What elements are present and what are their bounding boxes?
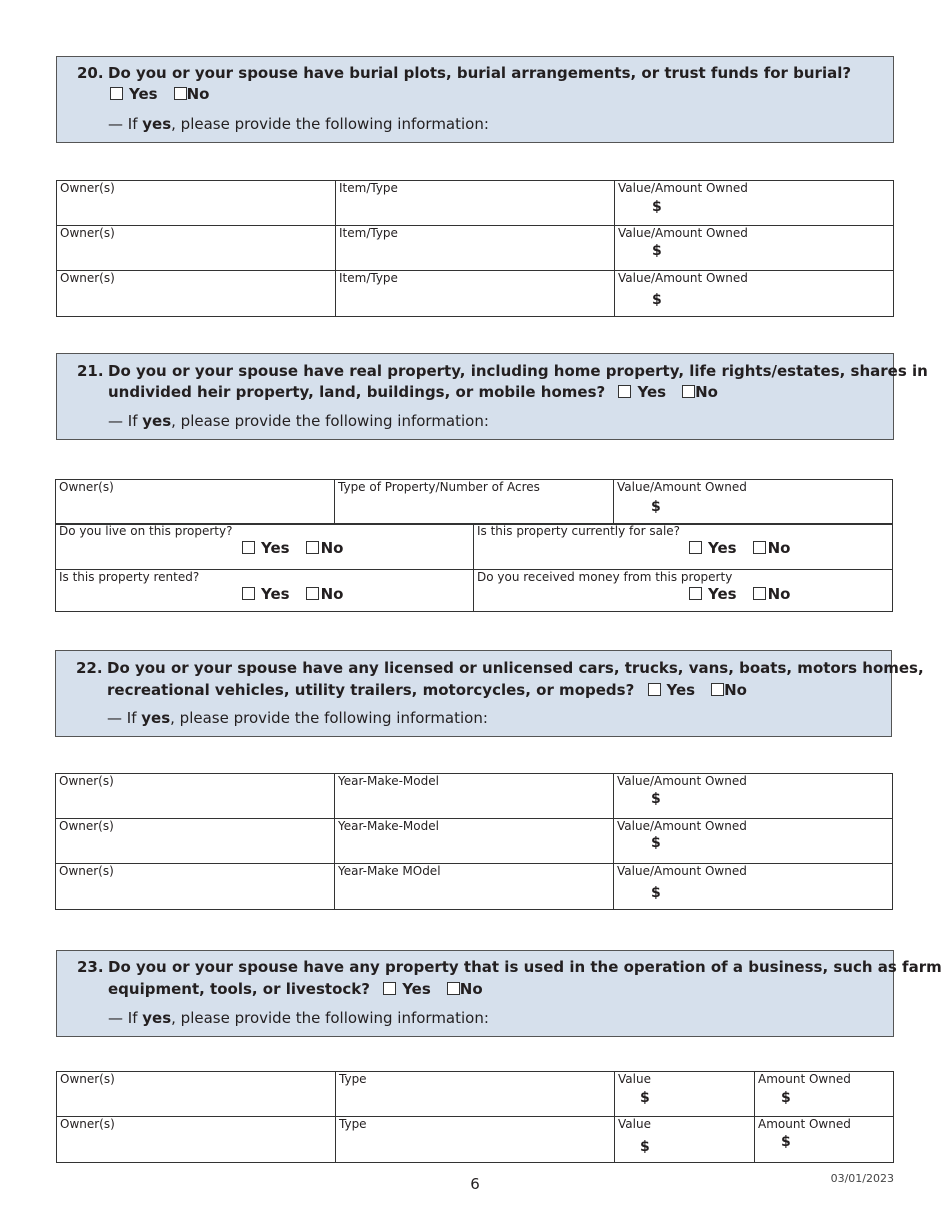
q21-value-cell[interactable]: Value/Amount Owned $ xyxy=(614,480,893,525)
q21-live-no-checkbox[interactable] xyxy=(306,541,319,554)
page-number: 6 xyxy=(470,1175,480,1193)
q22-no-label: No xyxy=(724,681,747,699)
revision-date: 03/01/2023 xyxy=(830,1172,894,1185)
q23-value-cell-2[interactable]: Value $ xyxy=(615,1117,755,1163)
q22-no-checkbox[interactable] xyxy=(711,683,724,696)
q21-owner-cell[interactable]: Owner(s) xyxy=(56,480,335,525)
q21-rented-no-checkbox[interactable] xyxy=(306,587,319,600)
q20-owner-cell-2[interactable]: Owner(s) xyxy=(57,226,336,271)
q22-item-cell-3[interactable]: Year-Make MOdel xyxy=(335,864,614,910)
q21-question-line2: undivided heir property, land, buildings, or mobile homes? Yes No xyxy=(108,383,718,401)
q22-owner-cell-1[interactable]: Owner(s) xyxy=(56,774,335,819)
q20-value-cell-1[interactable]: Value/Amount Owned $ xyxy=(615,181,894,226)
q23-amount-cell-1[interactable]: Amount Owned $ xyxy=(755,1072,894,1117)
q23-question-line2: equipment, tools, or livestock? Yes No xyxy=(108,980,483,998)
q20-owner-cell-3[interactable]: Owner(s) xyxy=(57,271,336,317)
q20-item-cell-3[interactable]: Item/Type xyxy=(336,271,615,317)
q20-table xyxy=(56,180,894,317)
q21-for-sale-cell: Is this property currently for sale? Yes No xyxy=(474,524,893,570)
q23-table xyxy=(56,1071,894,1163)
q20-yes-checkbox[interactable] xyxy=(110,87,123,100)
q23-no-checkbox[interactable] xyxy=(447,982,460,995)
q20-if-yes: — If yes, please provide the following information: xyxy=(108,115,489,133)
q21-type-cell[interactable]: Type of Property/Number of Acres xyxy=(335,480,614,525)
q21-if-yes: — If yes, please provide the following information: xyxy=(108,412,489,430)
q22-value-cell-3[interactable]: Value/Amount Owned $ xyxy=(614,864,893,910)
q20-item-cell-1[interactable]: Item/Type xyxy=(336,181,615,226)
q21-question-line1: Do you or your spouse have real property, including home property, life rights/estates, shares in xyxy=(108,362,928,380)
q22-yes-label: Yes xyxy=(666,681,696,699)
q20-owner-cell-1[interactable]: Owner(s) xyxy=(57,181,336,226)
q23-question-line1: Do you or your spouse have any property that is used in the operation of a business, such as farm xyxy=(108,958,942,976)
q22-yes-checkbox[interactable] xyxy=(648,683,661,696)
q22-item-cell-1[interactable]: Year-Make-Model xyxy=(335,774,614,819)
q22-item-cell-2[interactable]: Year-Make-Model xyxy=(335,819,614,864)
q22-owner-cell-3[interactable]: Owner(s) xyxy=(56,864,335,910)
q22-value-cell-1[interactable]: Value/Amount Owned $ xyxy=(614,774,893,819)
dollar-sign: $ xyxy=(781,1090,791,1106)
q20-value-cell-2[interactable]: Value/Amount Owned $ xyxy=(615,226,894,271)
dollar-sign: $ xyxy=(651,885,661,901)
dollar-sign: $ xyxy=(652,292,662,308)
q21-no-checkbox[interactable] xyxy=(682,385,695,398)
q21-yes-label: Yes xyxy=(637,383,667,401)
dollar-sign: $ xyxy=(651,835,661,851)
q21-yes-checkbox[interactable] xyxy=(618,385,631,398)
q23-type-cell-2[interactable]: Type xyxy=(336,1117,615,1163)
q21-table-bottom xyxy=(55,523,893,612)
q20-yes-label: Yes xyxy=(129,85,158,103)
q23-no-label: No xyxy=(459,980,483,998)
q23-number: 23. xyxy=(77,958,104,976)
q23-value-cell-1[interactable]: Value $ xyxy=(615,1072,755,1117)
q21-money-cell: Do you received money from this property Yes No xyxy=(474,570,893,612)
dollar-sign: $ xyxy=(640,1139,650,1155)
q23-owner-cell-1[interactable]: Owner(s) xyxy=(57,1072,336,1117)
q20-number: 20. xyxy=(77,64,104,82)
q23-yes-label: Yes xyxy=(402,980,431,998)
dollar-sign: $ xyxy=(781,1134,791,1150)
q23-yes-checkbox[interactable] xyxy=(383,982,396,995)
q21-money-no-checkbox[interactable] xyxy=(753,587,766,600)
q22-question-line1: Do you or your spouse have any licensed or unlicensed cars, trucks, vans, boats, motors homes, xyxy=(107,659,924,677)
dollar-sign: $ xyxy=(652,243,662,259)
q20-no-label: No xyxy=(186,85,210,103)
q23-type-cell-1[interactable]: Type xyxy=(336,1072,615,1117)
q21-table-top xyxy=(55,479,893,525)
q22-value-cell-2[interactable]: Value/Amount Owned $ xyxy=(614,819,893,864)
dollar-sign: $ xyxy=(651,791,661,807)
q20-yes-no xyxy=(110,85,209,103)
q23-if-yes: — If yes, please provide the following information: xyxy=(108,1009,489,1027)
q23-owner-cell-2[interactable]: Owner(s) xyxy=(57,1117,336,1163)
q21-sale-yes-checkbox[interactable] xyxy=(689,541,702,554)
q20-no-checkbox[interactable] xyxy=(174,87,187,100)
q21-sale-no-checkbox[interactable] xyxy=(753,541,766,554)
q21-rented-yes-checkbox[interactable] xyxy=(242,587,255,600)
q21-live-on-cell: Do you live on this property? Yes No xyxy=(56,524,474,570)
q21-live-yes-checkbox[interactable] xyxy=(242,541,255,554)
q20-value-cell-3[interactable]: Value/Amount Owned $ xyxy=(615,271,894,317)
q21-no-label: No xyxy=(695,383,718,401)
q21-rented-cell: Is this property rented? Yes No xyxy=(56,570,474,612)
dollar-sign: $ xyxy=(640,1090,650,1106)
q21-money-yes-checkbox[interactable] xyxy=(689,587,702,600)
dollar-sign: $ xyxy=(652,199,662,215)
q23-amount-cell-2[interactable]: Amount Owned $ xyxy=(755,1117,894,1163)
q22-number: 22. xyxy=(76,659,103,677)
dollar-sign: $ xyxy=(651,499,661,515)
q20-item-cell-2[interactable]: Item/Type xyxy=(336,226,615,271)
q20-question: Do you or your spouse have burial plots, burial arrangements, or trust funds for burial? xyxy=(108,64,852,82)
q22-if-yes: — If yes, please provide the following information: xyxy=(107,709,488,727)
q22-question-line2: recreational vehicles, utility trailers, motorcycles, or mopeds? Yes No xyxy=(107,681,747,699)
q21-number: 21. xyxy=(77,362,104,380)
q22-table xyxy=(55,773,893,910)
q22-owner-cell-2[interactable]: Owner(s) xyxy=(56,819,335,864)
